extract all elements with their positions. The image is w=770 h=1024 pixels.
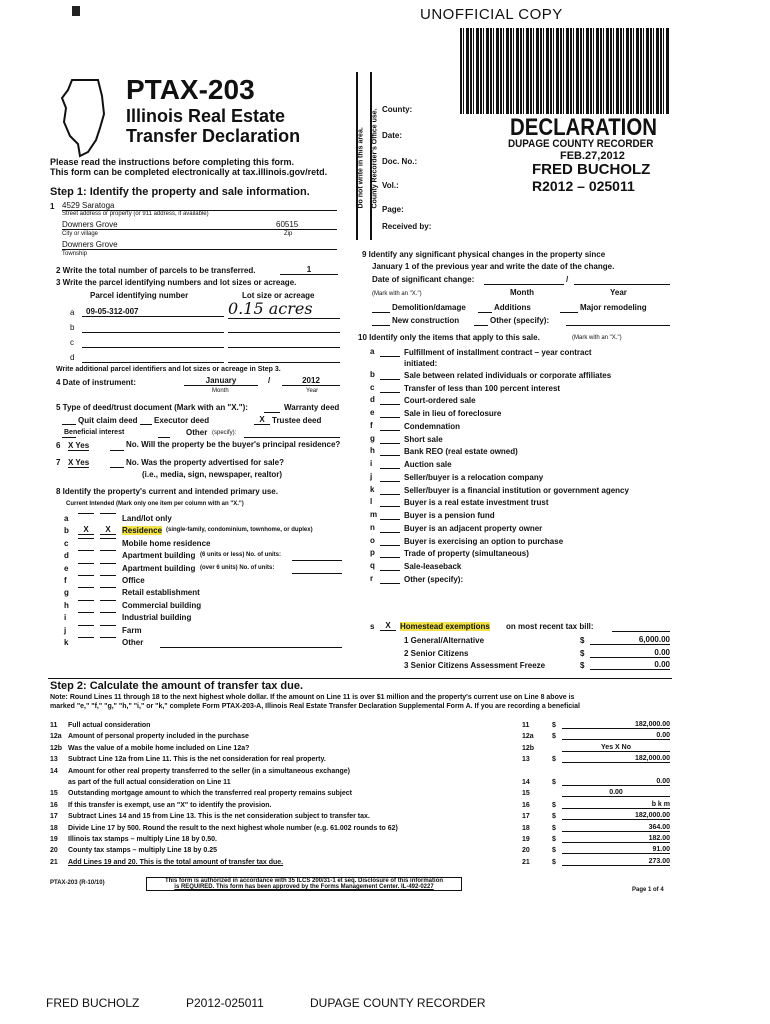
dollar-sign: $ xyxy=(580,648,585,658)
sale-item-letter: o xyxy=(370,535,375,545)
use-current-checkbox[interactable] xyxy=(78,600,94,601)
township-label: Township xyxy=(62,251,88,257)
dollar-sign: $ xyxy=(552,824,556,832)
sale-item-letter: q xyxy=(370,561,375,570)
use-label: Mobile home residence xyxy=(122,538,211,548)
footer-county-recorder: DUPAGE COUNTY RECORDER xyxy=(310,996,486,1010)
trustee-deed-label: Trustee deed xyxy=(272,416,322,425)
calc-line-text: Full actual consideration xyxy=(68,722,151,729)
use-current-checkbox[interactable] xyxy=(78,612,94,613)
calc-line-value-field[interactable]: 0.00 xyxy=(562,789,670,797)
sale-item-checkbox[interactable] xyxy=(380,468,400,469)
q9-month-label: Month xyxy=(510,288,534,297)
lot-header: Lot size or acreage xyxy=(242,291,315,300)
pin-a-field[interactable]: 09-05-312-007 xyxy=(82,307,224,317)
instructions-line1: Please read the instructions before completing this form. xyxy=(50,157,295,167)
q6-number: 6 xyxy=(56,441,61,450)
q6-yes-checkbox[interactable]: X Yes xyxy=(68,441,90,450)
instrument-year-field[interactable]: 2012 xyxy=(282,376,340,386)
use-label: Apartment building xyxy=(122,563,196,573)
calc-line-ref: 21 xyxy=(522,858,530,866)
barcode xyxy=(460,28,670,114)
calc-line-number: 17 xyxy=(50,813,58,821)
sale-item-checkbox[interactable] xyxy=(380,570,400,571)
lot-a-field[interactable]: 0.15 acres xyxy=(228,299,340,319)
sale-item-checkbox[interactable] xyxy=(380,443,400,444)
dollar-sign: $ xyxy=(552,858,556,866)
sale-item-checkbox[interactable] xyxy=(380,455,400,456)
footer-recorder-name: FRED BUCHOLZ xyxy=(46,996,140,1010)
sale-item-checkbox[interactable] xyxy=(380,532,400,533)
sale-item-letter: r xyxy=(370,573,374,583)
exemption-amount-field[interactable]: 0.00 xyxy=(590,660,670,670)
form-title-line1: Illinois Real Estate xyxy=(126,106,286,126)
use-current-checkbox[interactable] xyxy=(78,513,94,514)
calc-line-text: Illinois tax stamps – multiply Line 18 by 0.50. xyxy=(68,836,217,843)
use-intended-checkbox[interactable] xyxy=(100,637,116,638)
use-letter: j xyxy=(64,625,67,635)
executor-deed-label: Executor deed xyxy=(154,416,210,425)
sale-item-label: Seller/buyer is a relocation company xyxy=(404,472,544,482)
sale-item-letter: j xyxy=(370,471,373,481)
sale-item-checkbox[interactable] xyxy=(380,494,400,495)
use-intended-checkbox[interactable] xyxy=(100,625,116,626)
stamp-number: R2012 – 025011 xyxy=(532,178,635,194)
q10-mark-note: (Mark with an "X.") xyxy=(572,335,622,341)
sale-item-label: Court-ordered sale xyxy=(404,396,476,406)
calc-line-ref: 14 xyxy=(522,779,530,786)
sale-item-label: Buyer is a real estate investment trust xyxy=(404,498,549,508)
sale-item-letter: l xyxy=(370,497,373,507)
use-letter: f xyxy=(64,576,67,585)
use-intended-checkbox[interactable] xyxy=(100,550,116,551)
warranty-deed-label: Warranty deed xyxy=(284,403,340,412)
dollar-sign: $ xyxy=(552,779,556,786)
stamp-county: DUPAGE COUNTY RECORDER xyxy=(508,138,654,150)
sale-item-letter: m xyxy=(370,510,378,519)
calc-line-value-field[interactable]: 0.00 xyxy=(562,732,670,740)
q2-text: 2 Write the total number of parcels to be transferred. xyxy=(56,266,256,275)
q9-mark-note: (Mark with an "X.") xyxy=(372,291,422,297)
page-label: Page: xyxy=(382,205,404,214)
form-title-line2: Transfer Declaration xyxy=(126,126,301,146)
homestead-rest-label: on most recent tax bill: xyxy=(506,622,594,631)
use-note: (single-family, condominium, townhome, or duplex) xyxy=(166,527,313,534)
q9-text-line2: January 1 of the previous year and write the date of the change. xyxy=(372,262,615,271)
calc-line-ref: 19 xyxy=(522,836,530,843)
calc-line-ref: 18 xyxy=(522,824,530,832)
q8-text: 8 Identify the property's current and intended primary use. xyxy=(56,487,278,496)
sale-item-letter: f xyxy=(370,420,373,430)
use-current-checkbox[interactable]: X xyxy=(78,525,94,535)
use-letter: e xyxy=(64,563,69,573)
year-label: Year xyxy=(306,388,319,394)
sale-item-letter: n xyxy=(370,522,375,532)
use-current-checkbox[interactable] xyxy=(78,587,94,588)
use-label: Commercial building xyxy=(122,600,202,610)
form-code: PTAX-203 xyxy=(126,74,255,105)
calc-line-value-field[interactable]: 364.00 xyxy=(562,824,670,832)
zip-field[interactable]: 60515 xyxy=(276,220,299,229)
use-label: Land/lot only xyxy=(122,514,172,523)
authorization-line1: This form is authorized in accordance with 35 ILCS 200/31-1 et seq. Disclosure of this information xyxy=(164,878,444,884)
calc-line-text: Was the value of a mobile home included on Line 12a? xyxy=(68,744,250,752)
q7-subtext: (i.e., media, sign, newspaper, realtor) xyxy=(142,470,283,479)
exemption-amount-field[interactable]: 6,000.00 xyxy=(590,635,670,645)
q9-year-label: Year xyxy=(610,288,627,297)
city-field[interactable]: Downers Grove xyxy=(62,220,337,230)
other-deed-label: Other xyxy=(186,428,208,437)
q7-number: 7 xyxy=(56,458,61,467)
sale-item-label: Sale in lieu of foreclosure xyxy=(404,409,502,418)
pin-header: Parcel identifying number xyxy=(90,291,189,300)
calc-line-text: If this transfer is exempt, use an "X" to identify the provision. xyxy=(68,801,272,809)
use-letter: b xyxy=(64,526,69,536)
vol-label: Vol.: xyxy=(382,181,399,190)
stamp-date: FEB.27,2012 xyxy=(560,150,625,162)
address-field[interactable]: 4529 Saratoga xyxy=(62,201,337,211)
illinois-state-icon xyxy=(60,78,118,163)
use-intended-checkbox[interactable]: X xyxy=(100,525,116,535)
sale-item-letter: k xyxy=(370,484,375,494)
sale-item-label: Bank REO (real estate owned) xyxy=(404,447,518,457)
authorization-box xyxy=(146,877,462,891)
use-note: (6 units or less) No. of units: xyxy=(200,552,282,559)
sale-item-checkbox[interactable] xyxy=(380,519,400,520)
sale-item-checkbox[interactable] xyxy=(380,417,400,418)
q3-text: 3 Write the parcel identifying numbers and lot sizes or acreage. xyxy=(56,278,297,287)
calc-line-number: 12b xyxy=(50,744,63,752)
trustee-deed-checkbox[interactable]: X xyxy=(254,415,270,425)
use-intended-checkbox[interactable] xyxy=(100,612,116,613)
sale-item-label: Auction sale xyxy=(404,460,452,469)
q8-column-head: Current Intended (Mark only one item per column with an "X.") xyxy=(66,501,244,507)
calc-line-text: Subtract Line 12a from Line 11. This is the net consideration for real property. xyxy=(68,756,326,764)
calc-line-ref: 12b xyxy=(522,744,535,752)
sale-item-letter: d xyxy=(370,395,375,405)
sale-item-checkbox[interactable] xyxy=(380,379,400,380)
sale-item-label: Condemnation xyxy=(404,421,460,431)
calc-line-ref: 16 xyxy=(522,801,530,809)
q4-text: 4 Date of instrument: xyxy=(56,378,137,387)
q9-text-line1: 9 Identify any significant physical changes in the property since xyxy=(362,250,606,259)
q9-demolition: Demolition/damage xyxy=(392,303,466,312)
sale-item-letter: a xyxy=(370,347,375,356)
sale-item-letter: c xyxy=(370,382,375,392)
step1-heading: Step 1: Identify the property and sale information. xyxy=(50,186,310,198)
zip-label: Zip xyxy=(284,231,293,237)
sale-item-checkbox[interactable] xyxy=(380,583,400,584)
calc-line-value-field[interactable]: 182,000.00 xyxy=(562,812,670,820)
calc-line-ref: 20 xyxy=(522,847,530,855)
sale-item-letter: e xyxy=(370,408,375,417)
use-letter: d xyxy=(64,551,69,561)
exemption-label: 2 Senior Citizens xyxy=(404,648,469,658)
calc-line-value-field[interactable]: 0.00 xyxy=(562,778,670,786)
use-letter: a xyxy=(64,514,69,523)
recorder-vertical-note1: Do not write in this area. xyxy=(357,127,365,209)
sale-item-checkbox[interactable] xyxy=(380,481,400,482)
use-current-checkbox[interactable] xyxy=(78,575,94,576)
calc-line-value-field[interactable]: 273.00 xyxy=(562,858,670,866)
step2-note-line1: Note: Round Lines 11 through 18 to the next highest whole dollar. If the amount on Line 11 is over $1 million and the property's current use on Line 8 above is xyxy=(50,694,575,701)
dollar-sign: $ xyxy=(552,836,556,843)
exemption-label: 1 General/Alternative xyxy=(404,636,485,645)
dollar-sign: $ xyxy=(552,722,556,729)
dollar-sign: $ xyxy=(552,813,556,821)
dollar-sign: $ xyxy=(580,636,585,645)
use-intended-checkbox[interactable] xyxy=(100,575,116,576)
calc-line-number: 13 xyxy=(50,756,58,764)
q9-new-construction: New construction xyxy=(392,316,460,325)
use-letter: k xyxy=(64,638,69,647)
dollar-sign: $ xyxy=(552,801,556,809)
sale-item-letter: p xyxy=(370,548,375,558)
use-label: Office xyxy=(122,576,145,585)
dollar-sign: $ xyxy=(552,733,556,741)
quit-claim-label: Quit claim deed xyxy=(78,416,138,425)
calc-line-value-field[interactable]: b k m xyxy=(562,801,670,809)
sale-item-label: Fulfillment of installment contract – year contract initiated: xyxy=(404,348,592,368)
instrument-month-field[interactable]: January xyxy=(184,376,258,386)
sale-item-letter: b xyxy=(370,369,375,379)
calc-line-text: Subtract Lines 14 and 15 from Line 13. This is the net consideration subject to transfer tax. xyxy=(68,813,370,821)
page-number: Page 1 of 4 xyxy=(632,887,664,893)
month-label: Month xyxy=(212,388,229,394)
sale-item-checkbox[interactable] xyxy=(380,545,400,546)
sale-item-label: Sale-leaseback xyxy=(404,562,462,571)
calc-line-text: Amount for other real property transferred to the seller (in a simultaneous exchange) xyxy=(68,767,351,775)
use-intended-checkbox[interactable] xyxy=(100,587,116,588)
other-deed-specify: (specify): xyxy=(212,430,237,436)
calc-line-number: 15 xyxy=(50,790,58,798)
use-note: (over 6 units) No. of units: xyxy=(200,564,275,571)
calc-line-number: 16 xyxy=(50,801,58,809)
calc-line-number: 20 xyxy=(50,847,58,855)
received-by-label: Received by: xyxy=(382,222,432,231)
calc-line-text: Outstanding mortgage amount to which the transferred real property remains subject xyxy=(68,790,352,798)
sale-item-label: Buyer is exercising an option to purchase xyxy=(404,536,564,546)
sale-item-letter: h xyxy=(370,446,375,456)
calc-line-ref: 11 xyxy=(522,722,530,729)
q9-additions: Additions xyxy=(494,303,531,312)
q7-yes-checkbox[interactable]: X Yes xyxy=(68,458,90,467)
use-current-checkbox[interactable] xyxy=(78,563,94,564)
use-letter: h xyxy=(64,600,69,610)
footer-document-number: P2012-025011 xyxy=(186,996,264,1010)
beneficial-interest-label: Beneficial interest xyxy=(64,429,125,436)
sale-item-checkbox[interactable] xyxy=(380,506,400,507)
sale-item-letter: g xyxy=(370,433,375,443)
use-intended-checkbox[interactable] xyxy=(100,600,116,601)
sale-item-label: Sale between related individuals or corporate affiliates xyxy=(404,370,612,380)
q9-other: Other (specify): xyxy=(490,316,550,325)
sale-item-checkbox[interactable] xyxy=(380,404,400,405)
use-current-checkbox[interactable] xyxy=(78,637,94,638)
address-label: Street address or property (or 911 address, if available) xyxy=(62,211,209,217)
dollar-sign: $ xyxy=(552,847,556,855)
use-label: Farm xyxy=(122,625,142,635)
sale-item-checkbox[interactable] xyxy=(380,430,400,431)
city-label: City or village xyxy=(62,231,99,237)
sale-item-label: Short sale xyxy=(404,434,443,444)
calc-line-number: 14 xyxy=(50,767,58,775)
watermark-text: UNOFFICIAL COPY xyxy=(420,6,563,23)
q9-date-label: Date of significant change: xyxy=(372,275,475,284)
calc-line-ref: 15 xyxy=(522,790,530,798)
date-label: Date: xyxy=(382,131,403,140)
use-current-checkbox[interactable] xyxy=(78,538,94,539)
homestead-checkbox[interactable]: X xyxy=(380,621,396,631)
county-label: County: xyxy=(382,105,413,114)
use-intended-checkbox[interactable] xyxy=(100,538,116,539)
use-current-checkbox[interactable] xyxy=(78,625,94,626)
sale-item-label: Other (specify): xyxy=(404,574,464,584)
homestead-exemptions-label: Homestead exemptions xyxy=(400,622,490,631)
calc-line-text: as part of the full actual consideration on Line 11 xyxy=(68,779,231,786)
calc-line-text: County tax stamps – multiply Line 18 by 0.25 xyxy=(68,847,217,855)
use-label: Residence xyxy=(122,526,163,536)
use-label: Retail establishment xyxy=(122,588,200,598)
calc-line-value-field[interactable]: 182.00 xyxy=(562,835,670,843)
sale-item-label: Buyer is a pension fund xyxy=(404,511,495,520)
instructions-line2: This form can be completed electronically at tax.illinois.gov/retd. xyxy=(50,167,328,177)
dollar-sign: $ xyxy=(580,661,585,670)
calc-line-ref: 12a xyxy=(522,733,534,741)
sale-item-label: Seller/buyer is a financial institution or government agency xyxy=(404,485,629,495)
exemption-amount-field[interactable]: 0.00 xyxy=(590,648,670,658)
authorization-line2: is REQUIRED. This form has been approved by the Forms Management Center. IL-492-0227 xyxy=(174,884,434,890)
use-letter: g xyxy=(64,588,69,598)
use-letter: i xyxy=(64,613,67,623)
q9-major-remodeling: Major remodeling xyxy=(580,303,647,312)
calc-line-value-field[interactable]: 182,000.00 xyxy=(562,721,670,729)
calc-line-ref: 17 xyxy=(522,813,530,821)
use-intended-checkbox[interactable] xyxy=(100,513,116,514)
sale-item-label: Trade of property (simultaneous) xyxy=(404,549,529,559)
dollar-sign: $ xyxy=(552,756,556,764)
q7-text: No. Was the property advertised for sale? xyxy=(126,458,284,467)
sale-item-checkbox[interactable] xyxy=(380,356,400,357)
calc-line-ref: 13 xyxy=(522,756,530,764)
sale-item-checkbox[interactable] xyxy=(380,557,400,558)
calc-line-value-field[interactable]: 182,000.00 xyxy=(562,755,670,763)
stamp-name: FRED BUCHOLZ xyxy=(532,161,651,178)
use-label: Other xyxy=(122,638,144,647)
calc-line-text: Amount of personal property included in the purchase xyxy=(68,733,249,741)
calc-line-number: 11 xyxy=(50,722,58,729)
calc-line-number: 12a xyxy=(50,733,62,741)
docno-label: Doc. No.: xyxy=(382,157,418,166)
step2-note-line2: marked "e," "f," "g," "h," "i," or "k," complete Form PTAX-203-A, Illinois Real Estate Transfer Declaration Supplemental Form A. If you are recording a beneficial xyxy=(50,703,580,710)
calc-line-text: Divide Line 17 by 500. Round the result to the next highest whole number (e.g. 61.002 rounds to 62) xyxy=(68,824,398,832)
recorder-vertical-note2: County Recorder's Office use. xyxy=(371,108,379,209)
use-label: Apartment building xyxy=(122,551,196,561)
q2-parcels-field[interactable]: 1 xyxy=(280,265,338,275)
form-revision-code: PTAX-203 (R-10/10) xyxy=(50,880,105,886)
use-letter: c xyxy=(64,538,69,548)
exemption-label: 3 Senior Citizens Assessment Freeze xyxy=(404,661,546,670)
q10-text: 10 Identify only the items that apply to this sale. xyxy=(358,333,540,342)
sale-item-letter: i xyxy=(370,459,373,468)
calc-line-value-field[interactable]: Yes X No xyxy=(562,744,670,752)
sale-item-label: Transfer of less than 100 percent interest xyxy=(404,383,561,393)
calc-line-number: 19 xyxy=(50,836,58,843)
calc-line-value-field[interactable]: 91.00 xyxy=(562,846,670,854)
calc-line-number: 18 xyxy=(50,824,58,832)
calc-line-number: 21 xyxy=(50,858,58,866)
use-label: Industrial building xyxy=(122,613,192,623)
write-additional-note: Write additional parcel identifiers and lot sizes or acreage in Step 3. xyxy=(56,366,281,373)
q5-text: 5 Type of deed/trust document (Mark with an "X."): xyxy=(56,403,248,412)
calc-line-text: Add Lines 19 and 20. This is the total amount of transfer tax due. xyxy=(68,858,284,866)
scan-speck xyxy=(72,6,80,16)
use-current-checkbox[interactable] xyxy=(78,550,94,551)
sale-item-label: Buyer is an adjacent property owner xyxy=(404,523,543,533)
q6-text: No. Will the property be the buyer's principal residence? xyxy=(126,440,341,449)
use-intended-checkbox[interactable] xyxy=(100,563,116,564)
township-field[interactable]: Downers Grove xyxy=(62,240,337,250)
step2-heading: Step 2: Calculate the amount of transfer tax due. xyxy=(50,680,304,692)
stamp-declaration: DECLARATION xyxy=(510,114,657,141)
sale-item-checkbox[interactable] xyxy=(380,392,400,393)
